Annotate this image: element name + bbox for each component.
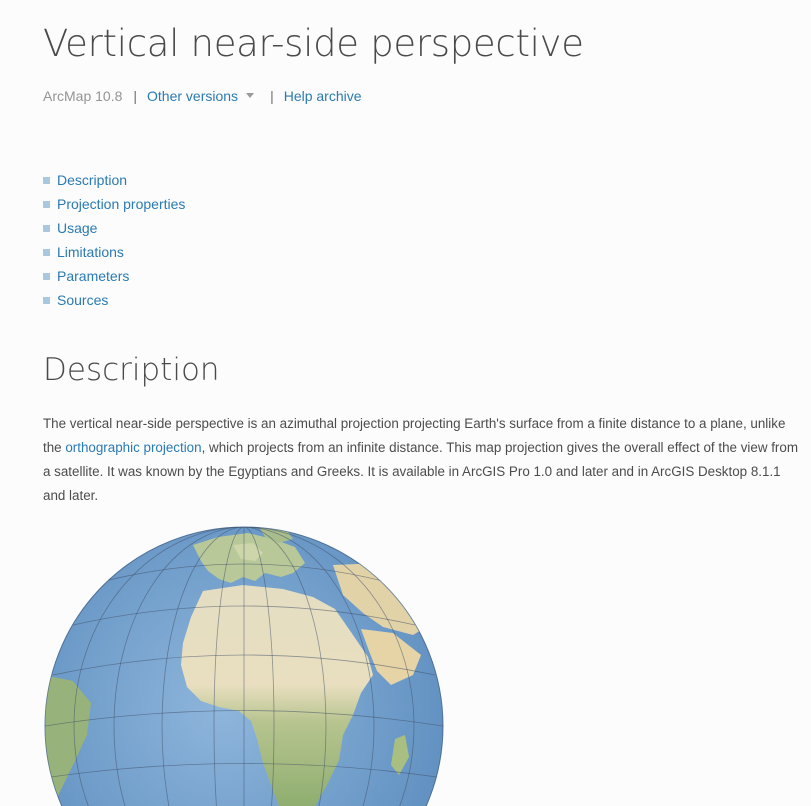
section-heading-description: Description (43, 352, 220, 388)
caret-down-icon (246, 93, 254, 98)
description-text: , which projects from an infinite distance. This map projection gives the overall effect of the view from a satellite. It was known by the Egyptians and Greeks. It is available in ArcGIS Pro 1.0 and later and in ArcGIS Desktop 8.1.1 and later. (43, 440, 798, 503)
square-bullet-icon (43, 273, 50, 280)
toc-link[interactable]: Limitations (57, 244, 124, 260)
square-bullet-icon (43, 225, 50, 232)
description-paragraph (43, 412, 803, 508)
separator: | (270, 88, 274, 104)
toc-item-usage (43, 216, 185, 240)
other-versions-label: Other versions (147, 88, 239, 104)
toc-item-description (43, 168, 185, 192)
table-of-contents (43, 168, 185, 312)
page-title: Vertical near-side perspective (43, 22, 584, 65)
toc-item-projection-properties (43, 192, 185, 216)
toc-link[interactable]: Parameters (57, 268, 130, 284)
description-text: The vertical near-side perspective is an azimuthal projection projecting Earth's surface from a finite distance to a plane, unlike the (43, 416, 786, 455)
square-bullet-icon (43, 249, 50, 256)
square-bullet-icon (43, 201, 50, 208)
orthographic-projection-link[interactable]: orthographic projection (65, 440, 202, 455)
version-bar (43, 88, 362, 104)
separator: | (133, 88, 138, 104)
version-label: ArcMap 10.8 (43, 88, 123, 104)
globe-map-image (43, 525, 448, 806)
toc-item-sources (43, 288, 185, 312)
toc-item-parameters (43, 264, 185, 288)
square-bullet-icon (43, 297, 50, 304)
toc-link[interactable]: Description (57, 172, 128, 188)
square-bullet-icon (43, 177, 50, 184)
globe-illustration (43, 525, 448, 806)
toc-item-limitations (43, 240, 185, 264)
toc-link[interactable]: Projection properties (57, 196, 186, 212)
toc-link[interactable]: Sources (57, 292, 109, 308)
other-versions-dropdown[interactable] (147, 88, 254, 104)
help-archive-link[interactable]: Help archive (283, 88, 362, 104)
toc-link[interactable]: Usage (57, 220, 98, 236)
